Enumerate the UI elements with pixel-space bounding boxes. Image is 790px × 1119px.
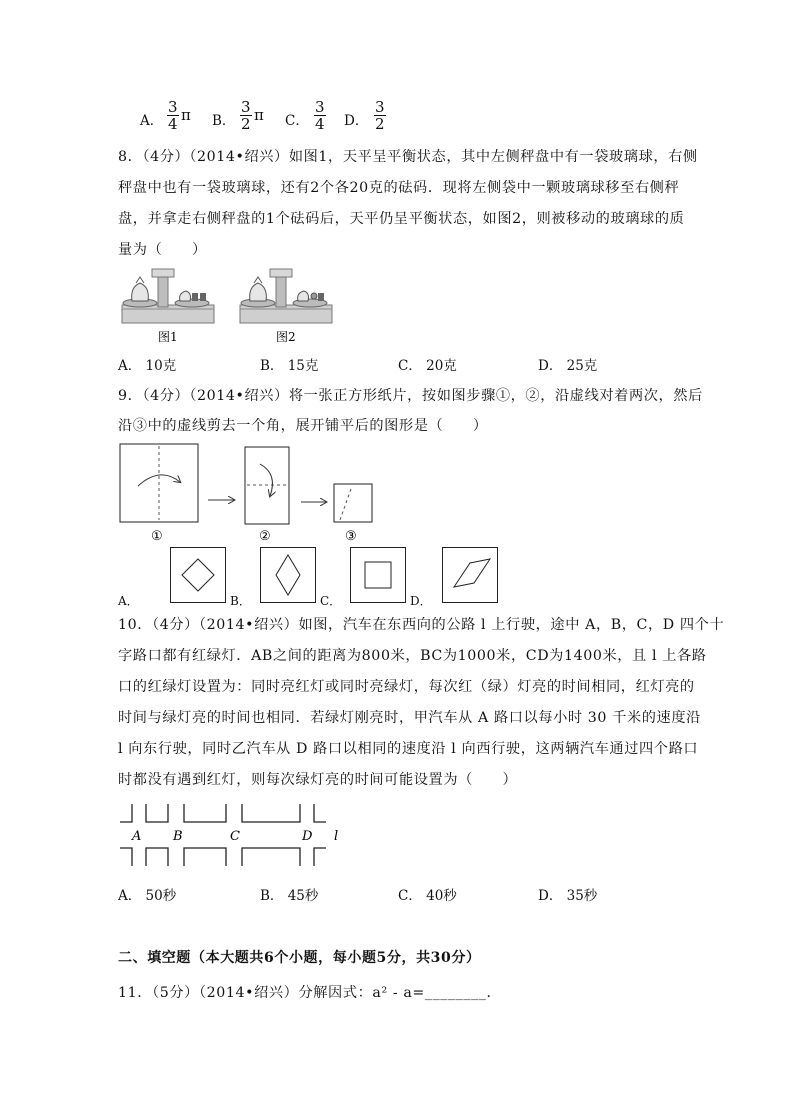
step-3-label: ③ xyxy=(345,529,357,544)
balance-scale-figure-2 xyxy=(240,269,332,323)
road-top-segment-5 xyxy=(314,804,326,822)
q7-option-c-denominator: 4 xyxy=(315,115,325,133)
q7-option-b-fraction xyxy=(240,99,252,132)
figure-2-label: 图2 xyxy=(276,330,296,344)
q7-option-c-fraction xyxy=(314,99,326,132)
folding-steps-diagram xyxy=(118,440,388,544)
q7-option-c-label: C． xyxy=(285,113,309,129)
q10-line-2: 字路口都有红绿灯．AB之间的距离为800米，BC为1000米，CD为1400米，且 l 上各路 xyxy=(118,648,707,664)
q10-line-3: 口的红绿灯设置为：同时亮红灯或同时亮绿灯，每次红（绿）灯亮的时间相同，红灯亮的 xyxy=(118,679,695,695)
road-bottom-segment-5 xyxy=(314,848,326,866)
q7-option-d-numerator: 3 xyxy=(375,98,385,116)
road-label-c: C xyxy=(230,829,240,844)
q7-option-a-denominator: 4 xyxy=(168,115,178,133)
q10-option-a: A． 50秒 xyxy=(118,888,177,904)
q7-option-b-numerator: 3 xyxy=(241,98,251,116)
balance-scale-figures xyxy=(120,263,350,345)
q10-line-1: 10．（4分）（2014•绍兴）如图，汽车在东西向的公路 l 上行驶，途中 A，B，C，D 四个十 xyxy=(118,617,725,633)
q10-line-5: l 向东行驶，同时乙汽车从 D 路口以相同的速度沿 l 向西行驶，这两辆汽车通过四个路口 xyxy=(118,741,699,757)
rhombus-shape xyxy=(276,555,300,595)
step-3-square xyxy=(334,484,372,522)
road-bottom-segment-4 xyxy=(242,848,300,866)
q8-option-b: B． 15克 xyxy=(260,358,319,374)
q7-option-a-label: A． xyxy=(140,113,164,129)
section-2-heading: 二、填空题（本大题共6个小题，每小题5分，共30分） xyxy=(118,950,481,966)
q7-option-b-label: B． xyxy=(212,113,236,129)
q7-option-b-denominator: 2 xyxy=(241,115,251,133)
q9-option-b-figure xyxy=(260,547,316,603)
balance-scale-figure-1 xyxy=(122,269,214,323)
question-11 xyxy=(118,982,501,1002)
q10-line-6: 时都没有遇到红灯，则每次绿灯亮的时间可能设置为（ ） xyxy=(118,772,518,788)
q7-option-d-label: D． xyxy=(344,113,369,129)
road-label-d: D xyxy=(302,829,313,844)
q9-option-c-figure xyxy=(350,547,406,603)
q10-line-4: 时间与绿灯亮的时间也相同．若绿灯刚亮时，甲汽车从 A 路口以每小时 30 千米的速度沿 xyxy=(118,710,701,726)
q8-line-1: 8．（4分）（2014•绍兴）如图1，天平呈平衡状态，其中左侧秤盘中有一袋玻璃球，右侧 xyxy=(118,149,698,165)
inner-square-shape xyxy=(365,562,391,588)
diamond-square-shape xyxy=(182,559,214,591)
q9-option-d-label: D． xyxy=(410,594,432,608)
road-top-segment-1 xyxy=(120,804,132,822)
q8-option-c: C． 20克 xyxy=(398,358,457,374)
road-bottom-segment-3 xyxy=(184,848,226,866)
q9-line-2: 沿③中的虚线剪去一个角，展开铺平后的图形是（ ） xyxy=(118,418,488,434)
q8-line-2: 秤盘中也有一袋玻璃球，还有2个各20克的砝码．现将左侧袋中一颗玻璃球移至右侧秤 xyxy=(118,180,680,196)
road-top-segment-2 xyxy=(146,804,168,822)
q8-line-4: 量为（ ） xyxy=(118,242,207,258)
q10-option-d: D． 35秒 xyxy=(538,888,598,904)
road-top-segment-4 xyxy=(242,804,300,822)
road-bottom-segment-2 xyxy=(146,848,168,866)
figure-1-label: 图1 xyxy=(158,330,178,344)
q9-line-1: 9．（4分）（2014•绍兴）将一张正方形纸片，按如图步骤①，②，沿虚线对着两次，然后 xyxy=(118,388,703,404)
step-2-fold-arrow xyxy=(260,464,272,496)
q7-option-a-suffix: π xyxy=(181,106,191,124)
q7-option-a-fraction xyxy=(167,99,179,132)
parallelogram-shape xyxy=(454,559,490,587)
step-2-label: ② xyxy=(259,529,271,544)
step-3-cut-line xyxy=(340,486,352,520)
q11-end: ． xyxy=(486,985,502,1001)
road-top-segment-3 xyxy=(184,804,226,822)
q11-answer-blank: ________ xyxy=(424,985,487,1001)
q10-option-c: C． 40秒 xyxy=(398,888,457,904)
q7-option-a-numerator: 3 xyxy=(168,98,178,116)
q8-option-d: D． 25克 xyxy=(538,358,598,374)
q10-option-b: B． 45秒 xyxy=(260,888,319,904)
step-1-label: ① xyxy=(151,529,163,544)
road-label-b: B xyxy=(173,829,183,844)
q7-option-b-suffix: π xyxy=(254,106,264,124)
road-bottom-segment-1 xyxy=(120,848,132,866)
q9-option-d-figure xyxy=(442,547,498,603)
road-diagram xyxy=(118,800,358,872)
q9-option-a-figure xyxy=(170,547,226,603)
q7-option-d-fraction xyxy=(374,99,386,132)
q7-option-c-numerator: 3 xyxy=(315,98,325,116)
road-label-l: l xyxy=(334,829,339,844)
road-label-a: A xyxy=(132,829,142,844)
q9-option-c-label: C． xyxy=(320,594,342,608)
q8-option-a: A． 10克 xyxy=(118,358,177,374)
q8-line-3: 盘，并拿走右侧秤盘的1个砝码后，天平仍呈平衡状态，如图2，则被移动的玻璃球的质 xyxy=(118,211,685,227)
q9-option-a-label: A． xyxy=(118,594,139,608)
q9-option-b-label: B． xyxy=(230,594,251,608)
q11-text: 11．（5分）（2014•绍兴）分解因式：a² - a= xyxy=(118,985,425,1001)
q7-option-d-denominator: 2 xyxy=(375,115,385,133)
